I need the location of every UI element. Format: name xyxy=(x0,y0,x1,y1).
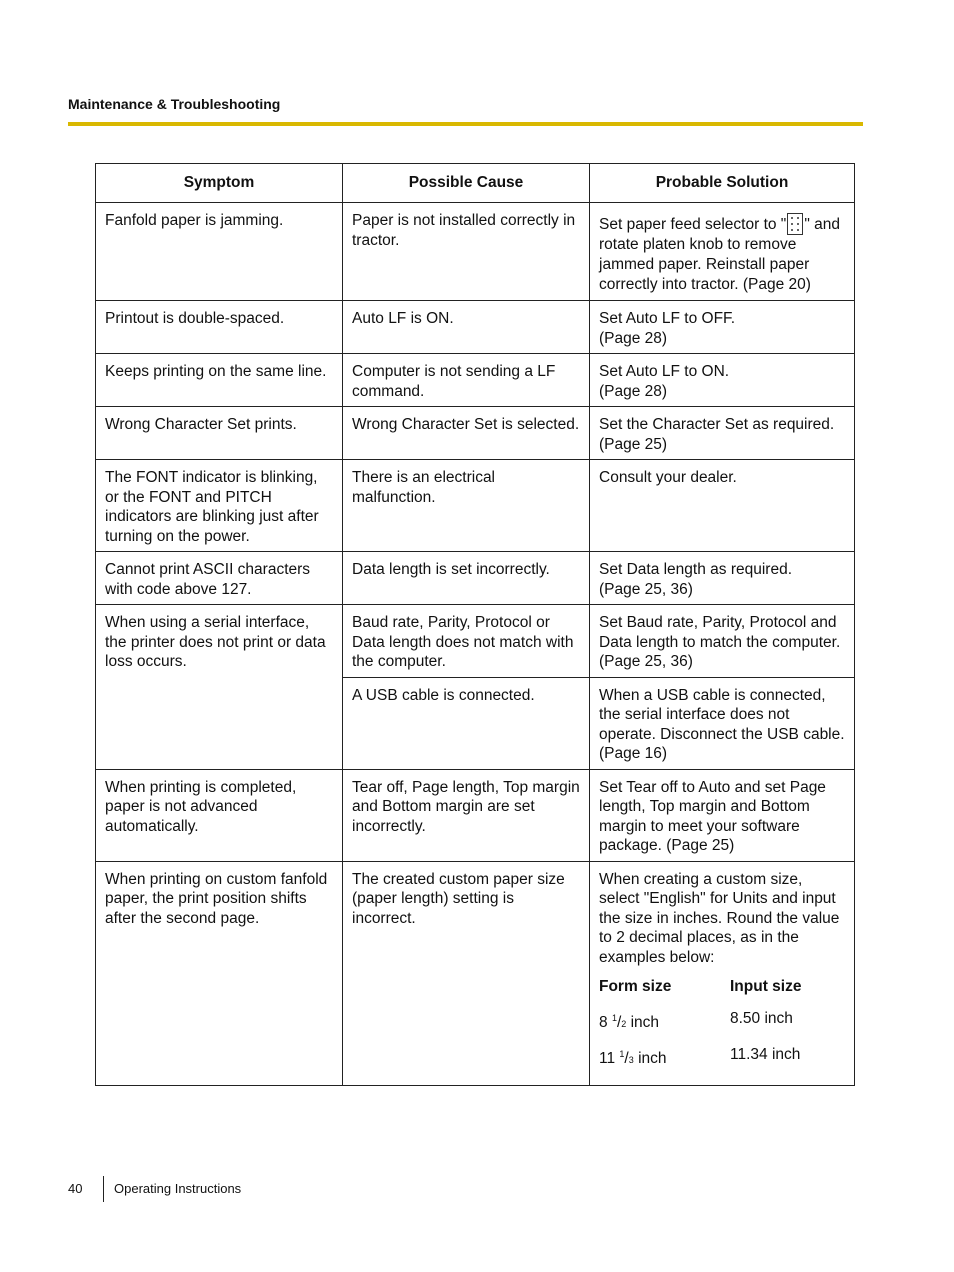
page-reference: (Page 25) xyxy=(599,435,668,453)
cause-cell: Baud rate, Parity, Protocol or Data length does not match with the computer. xyxy=(343,605,590,678)
table-row xyxy=(96,552,855,605)
solution-cell: When a USB cable is connected, the serial interface does not operate. Disconnect the USB cable. (Page 16) xyxy=(590,677,855,769)
table-row xyxy=(96,769,855,861)
cause-cell: The created custom paper size (paper length) setting is incorrect. xyxy=(343,861,590,1086)
cause-cell: Paper is not installed correctly in tractor. xyxy=(343,203,590,301)
form-size-value: 11 $^1$/3 inch xyxy=(599,1048,667,1067)
page-reference: (Page 28) xyxy=(599,382,668,400)
solution-cell xyxy=(590,552,855,605)
solution-text: Set paper feed selector to " xyxy=(599,216,787,233)
column-header-symptom: Symptom xyxy=(96,164,343,203)
symptom-cell: Wrong Character Set prints. xyxy=(96,407,343,460)
form-size-header: Form size xyxy=(599,978,672,996)
tractor-feed-icon xyxy=(787,213,803,235)
cause-cell: Tear off, Page length, Top margin and Bottom margin are set incorrectly. xyxy=(343,769,590,861)
header-rule xyxy=(68,122,863,126)
page-number: 40 xyxy=(68,1181,83,1196)
page-reference: (Page 25, 36) xyxy=(599,580,693,598)
solution-text: When creating a custom size, select "English" for Units and input the size in inches. Round the value to 2 decimal places, as in the examples below: xyxy=(599,870,840,966)
table-row xyxy=(96,460,855,552)
footer-divider xyxy=(103,1176,104,1202)
cause-cell: Auto LF is ON. xyxy=(343,301,590,354)
solution-text: " and rotate platen knob to remove jammed paper. Reinstall paper correctly into tractor. (Page 20) xyxy=(599,216,840,293)
solution-cell xyxy=(590,354,855,407)
solution-cell: Set Tear off to Auto and set Page length, Top margin and Bottom margin to meet your software package. (Page 25) xyxy=(590,769,855,861)
cause-cell: There is an electrical malfunction. xyxy=(343,460,590,552)
form-size-value: 8 $^1$/2 inch xyxy=(599,1013,660,1031)
size-example-row xyxy=(599,1009,845,1045)
section-header-title: Maintenance & Troubleshooting xyxy=(68,96,281,112)
solution-line: Set the Character Set as required. xyxy=(599,416,835,433)
symptom-cell: When printing is completed, paper is not advanced automatically. xyxy=(96,769,343,861)
solution-cell xyxy=(590,861,855,1086)
symptom-cell: The FONT indicator is blinking, or the FONT and PITCH indicators are blinking just after turning on the power. xyxy=(96,460,343,552)
symptom-cell: When using a serial interface, the printer does not print or data loss occurs. xyxy=(96,605,343,770)
symptom-cell: When printing on custom fanfold paper, the print position shifts after the second page. xyxy=(96,861,343,1086)
footer-document-title: Operating Instructions xyxy=(114,1181,242,1196)
page-reference: (Page 28) xyxy=(599,329,668,347)
page-reference: (Page 25, 36) xyxy=(599,653,693,670)
table-header-row xyxy=(96,164,855,203)
input-size-header: Input size xyxy=(730,978,802,996)
symptom-cell: Cannot print ASCII characters with code above 127. xyxy=(96,552,343,605)
troubleshooting-table xyxy=(95,163,855,1086)
cause-cell: Wrong Character Set is selected. xyxy=(343,407,590,460)
size-example-row xyxy=(599,1045,845,1081)
table-row xyxy=(96,354,855,407)
table-row xyxy=(96,407,855,460)
solution-cell xyxy=(590,203,855,301)
symptom-cell: Printout is double-spaced. xyxy=(96,301,343,354)
column-header-cause: Possible Cause xyxy=(343,164,590,203)
cause-cell: A USB cable is connected. xyxy=(343,677,590,769)
column-header-solution: Probable Solution xyxy=(590,164,855,203)
cause-cell: Data length is set incorrectly. xyxy=(343,552,590,605)
table-row xyxy=(96,203,855,301)
table-row xyxy=(96,605,855,678)
solution-line: Set Auto LF to ON. xyxy=(599,363,730,380)
symptom-cell: Fanfold paper is jamming. xyxy=(96,203,343,301)
solution-cell: Consult your dealer. xyxy=(590,460,855,552)
table-row xyxy=(96,861,855,1086)
table-row xyxy=(96,301,855,354)
solution-cell xyxy=(590,407,855,460)
size-example-header xyxy=(599,975,845,1009)
symptom-cell: Keeps printing on the same line. xyxy=(96,354,343,407)
size-example-table xyxy=(599,975,845,1080)
solution-line: Set Baud rate, Parity, Protocol and Data length to match the computer. xyxy=(599,614,841,651)
cause-cell: Computer is not sending a LF command. xyxy=(343,354,590,407)
solution-cell xyxy=(590,605,855,678)
input-size-value: 11.34 inch xyxy=(730,1045,801,1063)
solution-cell xyxy=(590,301,855,354)
input-size-value: 8.50 inch xyxy=(730,1010,793,1027)
solution-line: Set Data length as required. xyxy=(599,561,793,578)
solution-line: Set Auto LF to OFF. xyxy=(599,310,736,327)
